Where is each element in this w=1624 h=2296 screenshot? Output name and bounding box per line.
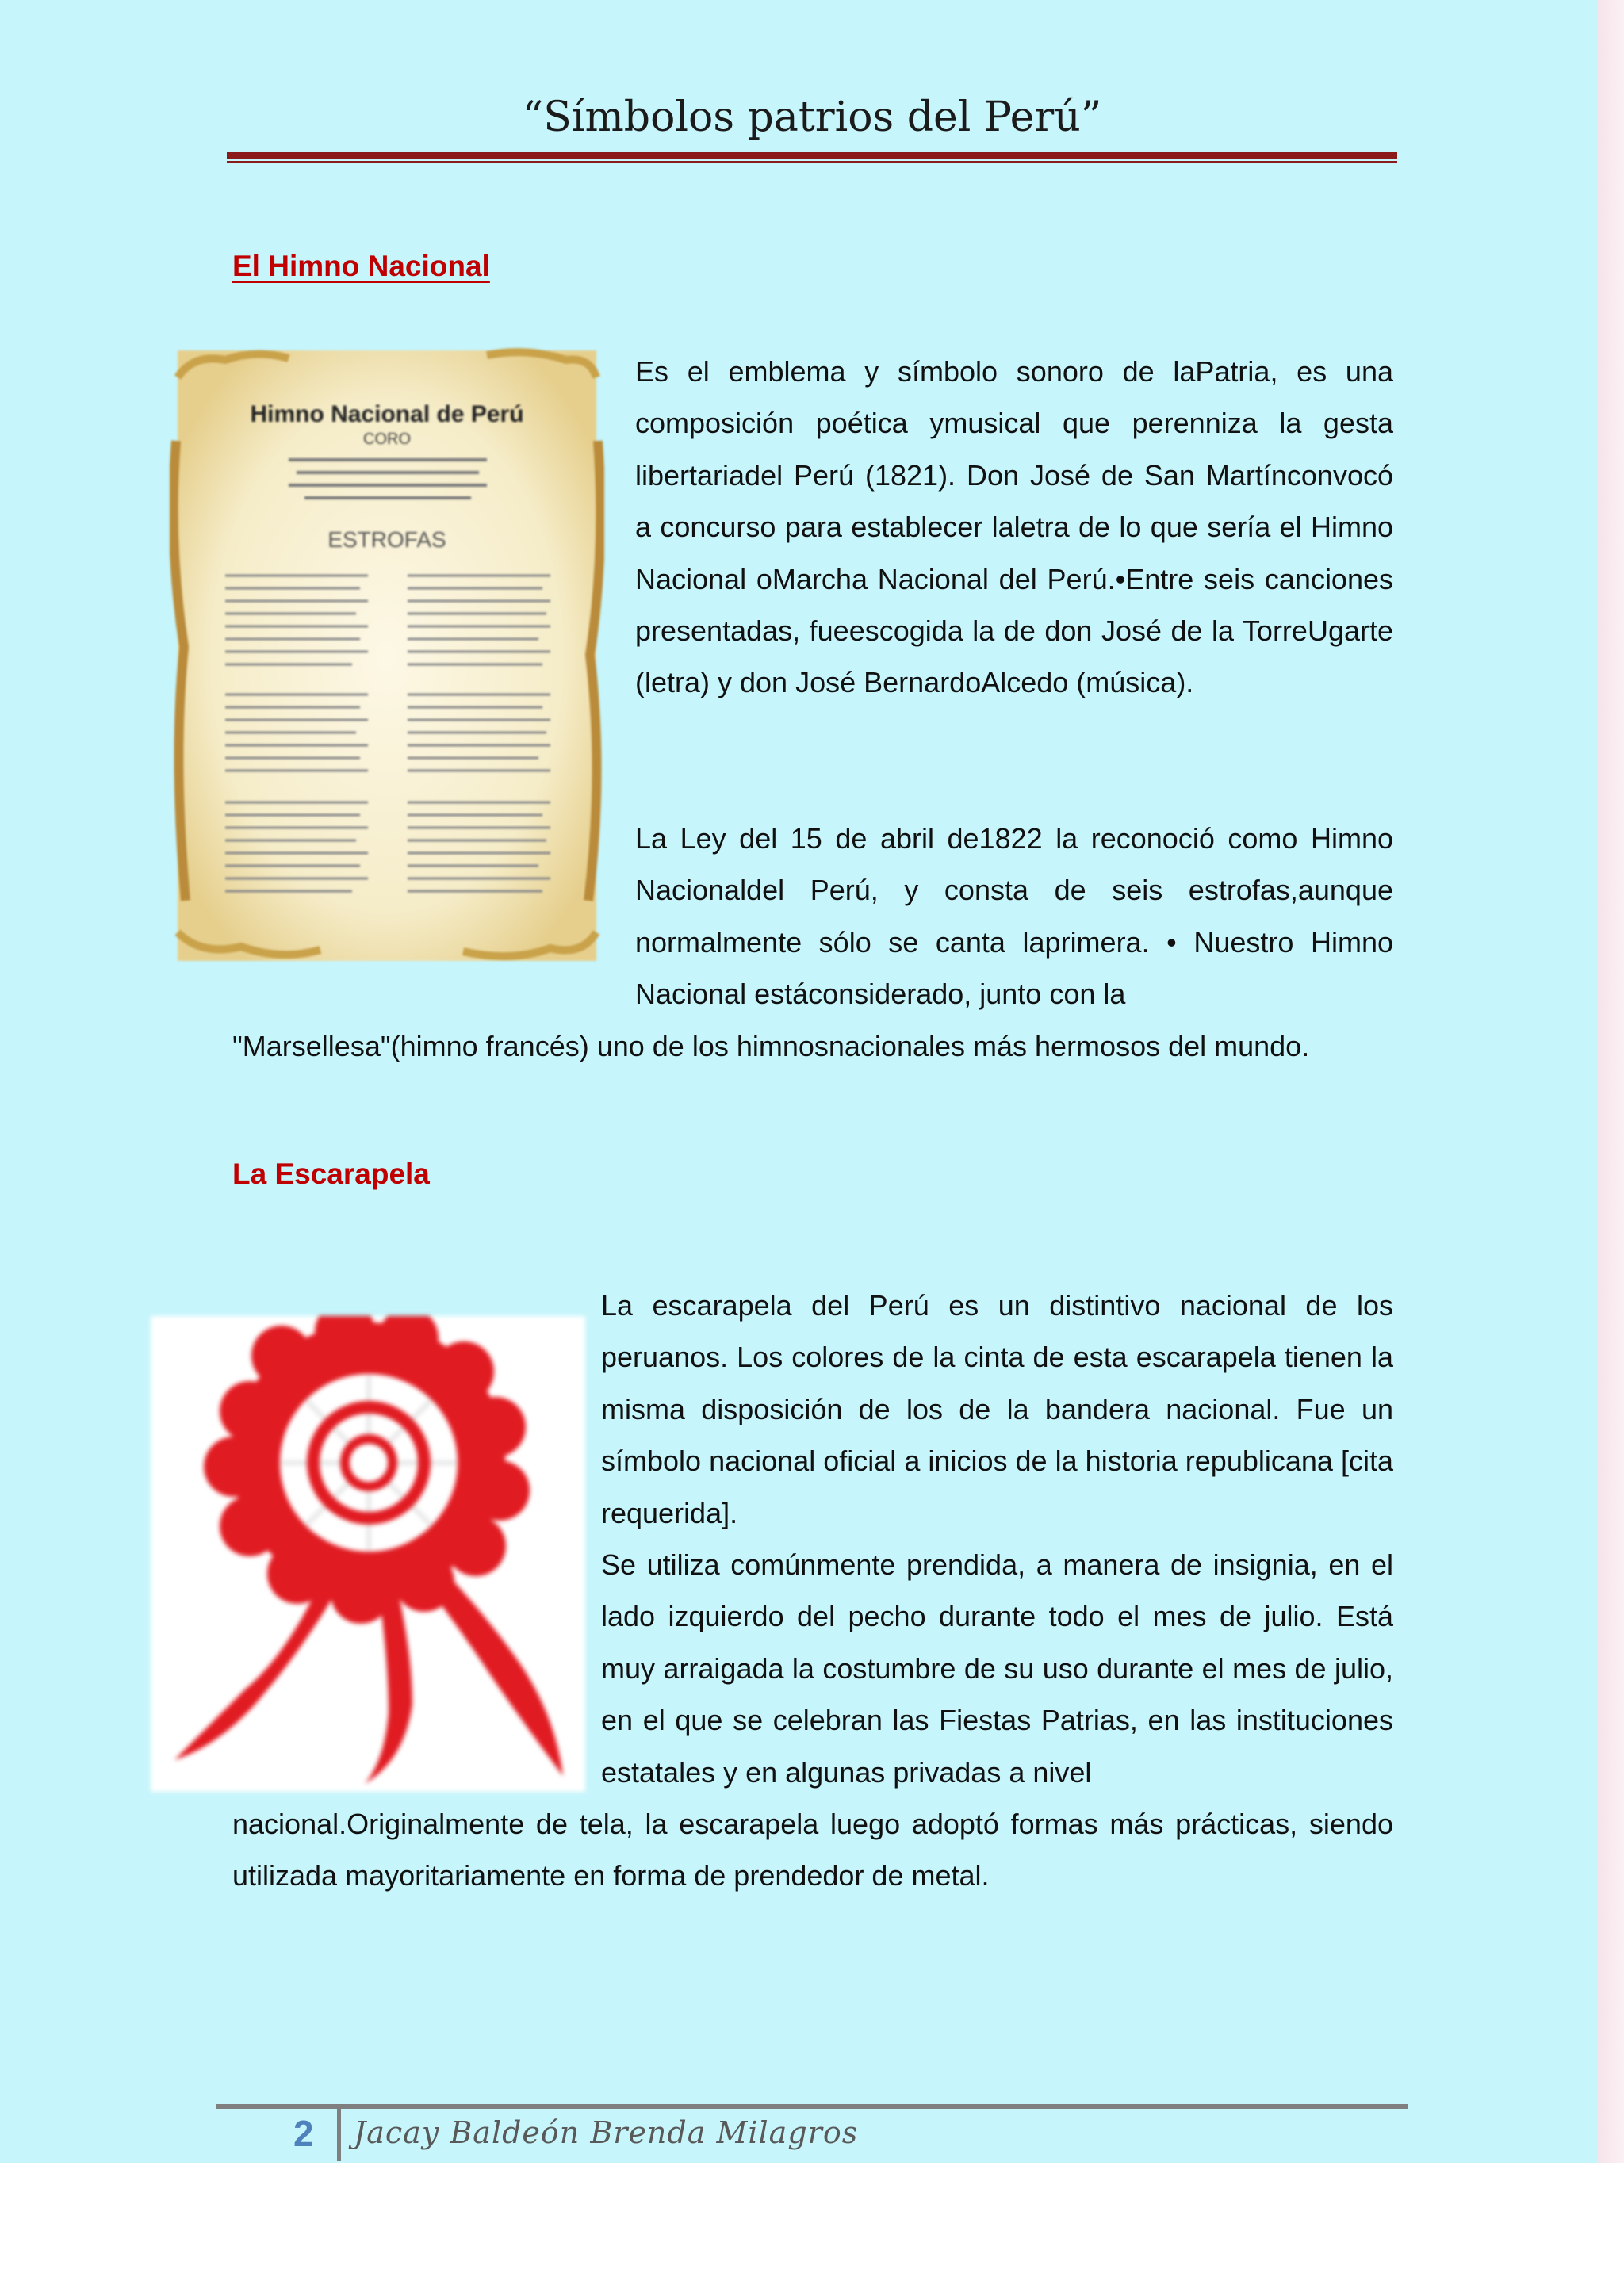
himno-paragraph-2: La Ley del 15 de abril de1822 la reconoció como Himno Nacionaldel Perú, y consta de seis estrofas,aunque normalmente sólo se canta laprimera. • Nuestro Himno Nacional estáconsiderado, junto con la — [635, 822, 1393, 1011]
escarapela-paragraph-2-tail: nacional.Originalmente de tela, la escarapela luego adoptó formas más prácticas, siendo utilizada mayoritariamente en forma de prendedor de metal. — [232, 1808, 1393, 1892]
himno-paragraph-2-tail: "Marsellesa"(himno francés) uno de los himnosnacionales más hermosos del mundo. — [232, 1030, 1310, 1062]
himno-image-title: Himno Nacional de Perú — [250, 401, 524, 427]
escarapela-paragraph-2: Se utiliza comúnmente prendida, a manera de insignia, en el lado izquierdo del pecho durante todo el mes de julio. Está muy arraigada la costumbre de su uso durante el mes de julio, en el que se celebran las Fiestas Patrias, en las instituciones estatales y en algunas privadas a nivel — [601, 1548, 1393, 1789]
escarapela-paragraph-1: La escarapela del Perú es un distintivo nacional de los peruanos. Los colores de la cinta de esta escarapela tienen la misma disposición de los de la bandera nacional. Fue un símbolo nacional oficial a inicios de la historia republicana [cita requerida]. — [601, 1289, 1393, 1529]
himno-heading: El Himno Nacional — [232, 250, 490, 282]
footer-author: Jacay Baldeón Brenda Milagros — [354, 2115, 859, 2150]
himno-image-estrofas: ESTROFAS — [327, 527, 446, 552]
page-edge — [1597, 0, 1624, 2163]
escarapela-heading: La Escarapela — [232, 1158, 430, 1190]
himno-sheet-image — [170, 346, 604, 966]
header-rule-thick — [227, 152, 1397, 159]
page-number: 2 — [293, 2113, 314, 2154]
himno-image-coro: CORO — [363, 430, 411, 448]
himno-paragraph-1: Es el emblema y símbolo sonoro de laPatria, es una composición poética ymusical que perenniza la gesta libertariadel Perú (1821). Don José de San Martínconvocó a concurso para establecer laletra de lo que sería el Himno Nacional oMarcha Nacional del Perú.•Entre seis canciones presentadas, fueescogida la de don José de la TorreUgarte (letra) y don José BernardoAlcedo (música). — [635, 355, 1393, 699]
footer-divider — [337, 2109, 341, 2161]
footer-rule — [216, 2104, 1408, 2109]
header-rule-thin — [227, 161, 1397, 163]
escarapela-image — [151, 1316, 585, 1792]
page-header-title: “Símbolos patrios del Perú” — [522, 94, 1102, 141]
